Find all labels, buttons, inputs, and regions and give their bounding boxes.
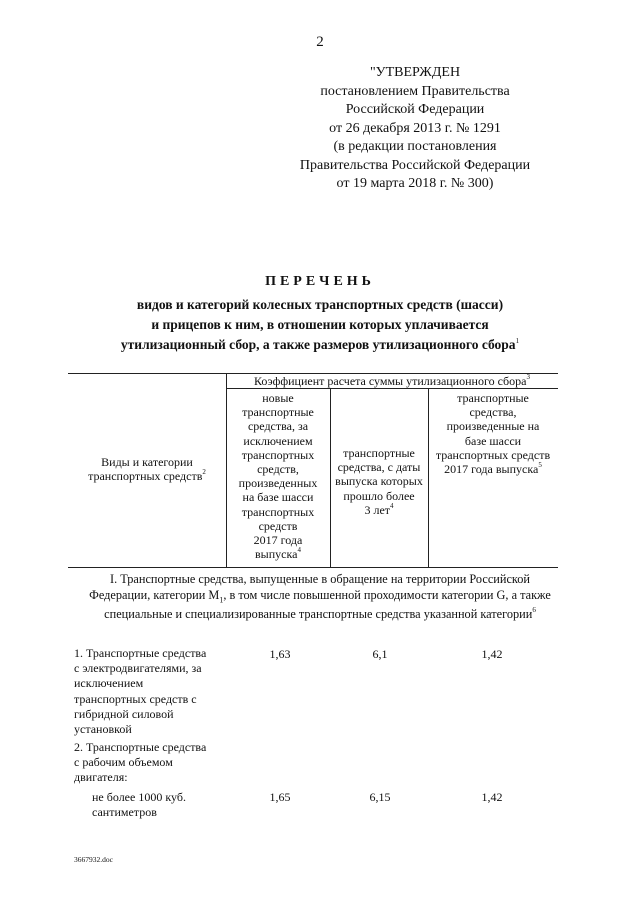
table-cell-value: 1,63	[269, 647, 291, 661]
approval-line: "УТВЕРЖДЕН	[369, 65, 461, 80]
table-cell-value: 1,65	[269, 790, 291, 804]
approval-line: постановлением Правительства	[320, 83, 510, 99]
table-cell-value: 1,42	[481, 647, 503, 661]
footnote-marker: 1	[515, 337, 520, 345]
file-reference: 3667932.doc	[74, 855, 113, 864]
header-coefficient-group: Коэффициент расчета суммы утилизационного сбора$^3$	[254, 373, 530, 388]
header-older-vehicles: транспортные средства, с даты выпуска которых прошло более 3 лет$^4$	[335, 446, 423, 517]
document-title: ПЕРЕЧЕНЬ	[265, 274, 375, 289]
approval-block	[290, 64, 540, 194]
header-new-vehicles: новые транспортные средства, за исключением транспортных средств, произведенных на базе шасси транспортных средств 2017 года выпуска$^4$	[238, 391, 318, 562]
table-row-label: 1. Транспортные средства с электродвигателями, за исключением транспортных средств с гибридной силовой установкой	[74, 646, 207, 737]
approval-line: Российской Федерации	[345, 102, 485, 117]
section-heading: I. Транспортные средства, выпущенные в обращение на территории Российской Федерации, категории $M_1$, в том числе повышенной проходимости категории G, а также специальные и специализированные транспортные средства указанной категории$^6$	[89, 572, 551, 622]
header-2017-chassis: транспортные средства, произведенные на базе шасси транспортных средств 2017 года выпуска$^5$	[435, 391, 551, 477]
subtitle-line: и прицепов к ним, в отношении которых уплачивается	[151, 317, 489, 332]
table-cell-value: 6,15	[369, 790, 391, 804]
table-header-bottom-rule	[68, 567, 558, 568]
approval-line: от 26 декабря 2013 г. № 1291	[329, 120, 501, 136]
approval-line: Правительства Российской Федерации	[299, 157, 531, 173]
subtitle-line: видов и категорий колесных транспортных средств (шасси)	[136, 297, 504, 312]
approval-line: от 19 марта 2018 г. № 300)	[336, 176, 494, 191]
page-number: 2	[316, 34, 324, 50]
table-cell-value: 1,42	[481, 790, 503, 804]
subtitle-line: утилизационный сбор, а также размеров утилизационного сбора$^1$	[120, 337, 520, 352]
header-types-categories: Виды и категории транспортных средств$^2$	[88, 455, 206, 484]
table-cell-value: 6,1	[372, 647, 388, 661]
table-row-label: не более 1000 куб. сантиметров	[92, 790, 186, 820]
approval-line: (в редакции постановления	[333, 139, 497, 154]
table-row-label: 2. Транспортные средства с рабочим объемом двигателя:	[74, 740, 207, 785]
document-subtitle	[60, 295, 580, 355]
